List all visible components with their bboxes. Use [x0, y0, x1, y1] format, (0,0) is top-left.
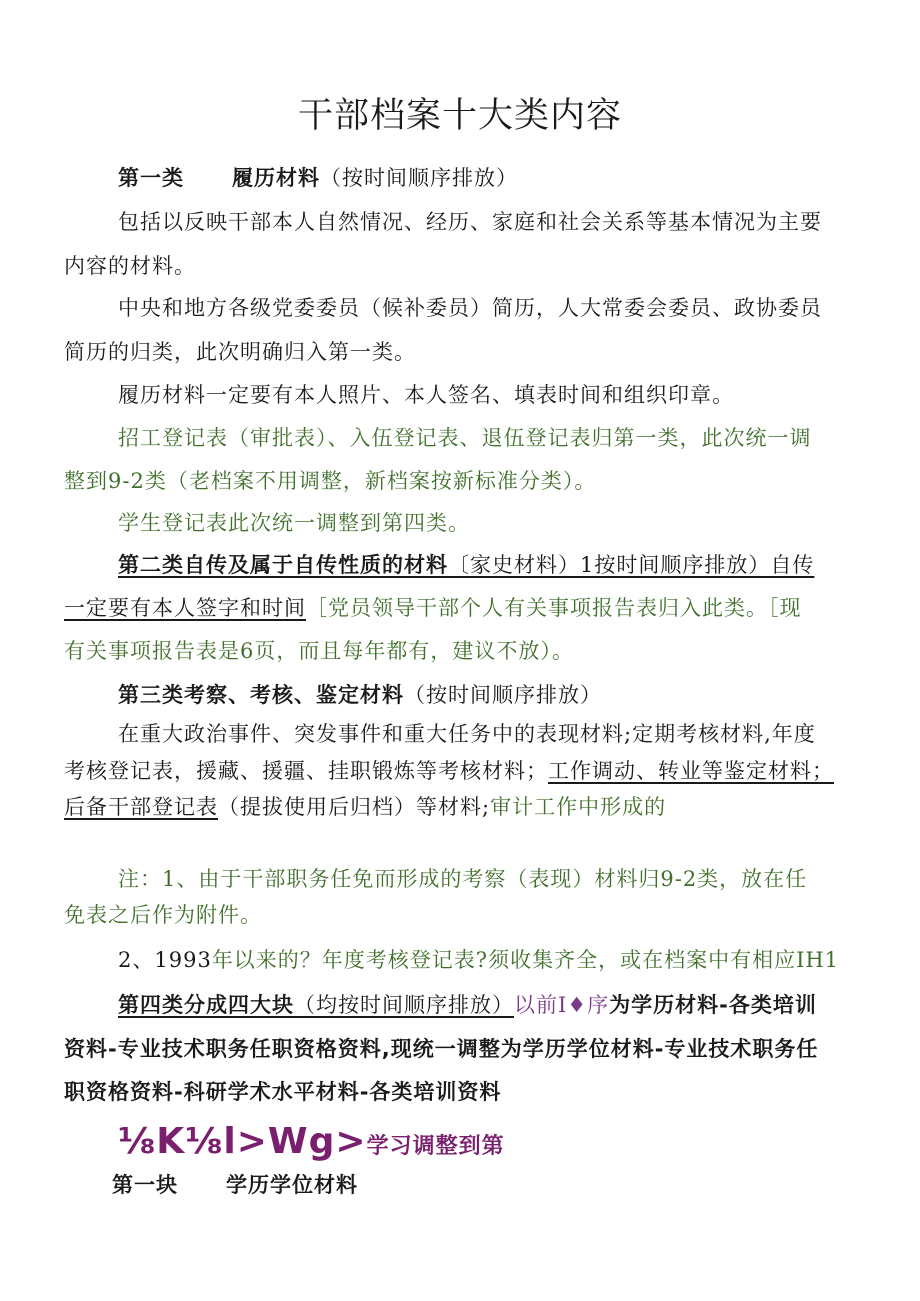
c3-line-3: [64, 792, 666, 822]
c3-note-2-number: 2、1993: [118, 948, 212, 972]
c2-line-2: [64, 593, 802, 623]
c2-line-3: 有关事项报告表是6页，而且每年都有，建议不放）。: [64, 639, 574, 663]
category-2-note: 〔家史材料）1按时间顺序排放）自传: [448, 553, 815, 577]
c2-report-note: ［党员领导干部个人有关事项报告表归入此类。［现: [306, 596, 802, 620]
c3-line-3-part-2: （提拔使用后归档）等材料;: [218, 795, 491, 819]
c3-line-2-part-1: 考核登记表，援藏、援疆、挂职锻炼等考核材料；: [64, 759, 548, 783]
c1-paragraph-2-line-2: 简历的归类，此次明确归入第一类。: [64, 340, 416, 364]
category-3-heading: [118, 680, 602, 710]
c3-note-1-line-1: 注：1、由于干部职务任免而形成的考察（表现）材料归9-2类，放在任: [118, 867, 808, 891]
category-2-title: 第二类自传及属于自传性质的材料: [118, 553, 448, 577]
category-3-note: （按时间顺序排放）: [404, 683, 602, 707]
c1-paragraph-5: 学生登记表此次统一调整到第四类。: [118, 511, 470, 535]
c1-paragraph-4-line-1: 招工登记表（审批表）、入伍登记表、退伍登记表归第一类，此次统一调: [118, 426, 812, 450]
c1-paragraph-4-line-2: 整到9-2类（老档案不用调整，新档案按新标准分类）。: [64, 469, 597, 493]
category-4-garbled-text: 以前I♦序: [514, 993, 610, 1017]
category-4-heading: [118, 990, 817, 1020]
c3-line-2-part-2: 工作调动、转业等鉴定材料；: [548, 759, 834, 783]
c1-paragraph-2-line-1: 中央和地方各级党委委员（候补委员）简历，人大常委会委员、政协委员: [118, 296, 822, 320]
category-1-name: 履历材料: [232, 166, 320, 190]
category-4-note: （均按时间顺序排放）: [294, 993, 514, 1017]
c3-note-1-line-2: 免表之后作为附件。: [64, 903, 262, 927]
c4-garbled-tail: 学习调整到第: [366, 1134, 505, 1159]
c1-paragraph-1-line-2: 内容的材料。: [64, 254, 196, 278]
category-1-note: （按时间顺序排放）: [320, 166, 518, 190]
c4-block-1-heading: [112, 1170, 358, 1200]
c4-garbled-line: [118, 1120, 505, 1169]
c4-line-2: 资料-专业技术职务任职资格资料,现统一调整为学历学位材料-专业技术职务任: [64, 1037, 819, 1061]
category-4-title: 第四类分成四大块: [118, 993, 294, 1017]
category-3-title: 第三类考察、考核、鉴定材料: [118, 683, 404, 707]
category-1-label: 第一类: [118, 166, 184, 190]
c4-garbled-symbols: ⅛K⅛l>Wg>: [118, 1121, 367, 1162]
category-1-heading: [118, 163, 518, 193]
c2-signature-requirement: 一定要有本人签字和时间: [64, 596, 306, 620]
c3-line-3-part-3: 审计工作中形成的: [490, 795, 667, 819]
c3-line-3-part-1: 后备干部登记表: [64, 795, 218, 819]
c3-line-1: 在重大政治事件、突发事件和重大任务中的表现材料;定期考核材料,年度: [118, 722, 816, 746]
c1-paragraph-3: 履历材料一定要有本人照片、本人签名、填表时间和组织印章。: [118, 383, 734, 407]
c3-line-2: [64, 756, 834, 786]
c4-block-1-label: 第一块: [112, 1173, 178, 1197]
c3-note-2-text: 年以来的？年度考核登记表?须收集齐全，或在档案中有相应IH1: [211, 948, 840, 972]
c4-line-3: 职资格资料-科研学术水平材料-各类培训资料: [64, 1080, 502, 1104]
c1-paragraph-1-line-1: 包括以反映干部本人自然情况、经历、家庭和社会关系等基本情况为主要: [118, 210, 822, 234]
document-title: 干部档案十大类内容: [297, 96, 622, 136]
c4-block-1-name: 学历学位材料: [226, 1173, 358, 1197]
category-2-heading: [118, 550, 814, 580]
c3-note-2: [118, 945, 839, 975]
category-4-heading-tail: 为学历材料-各类培训: [609, 993, 817, 1017]
